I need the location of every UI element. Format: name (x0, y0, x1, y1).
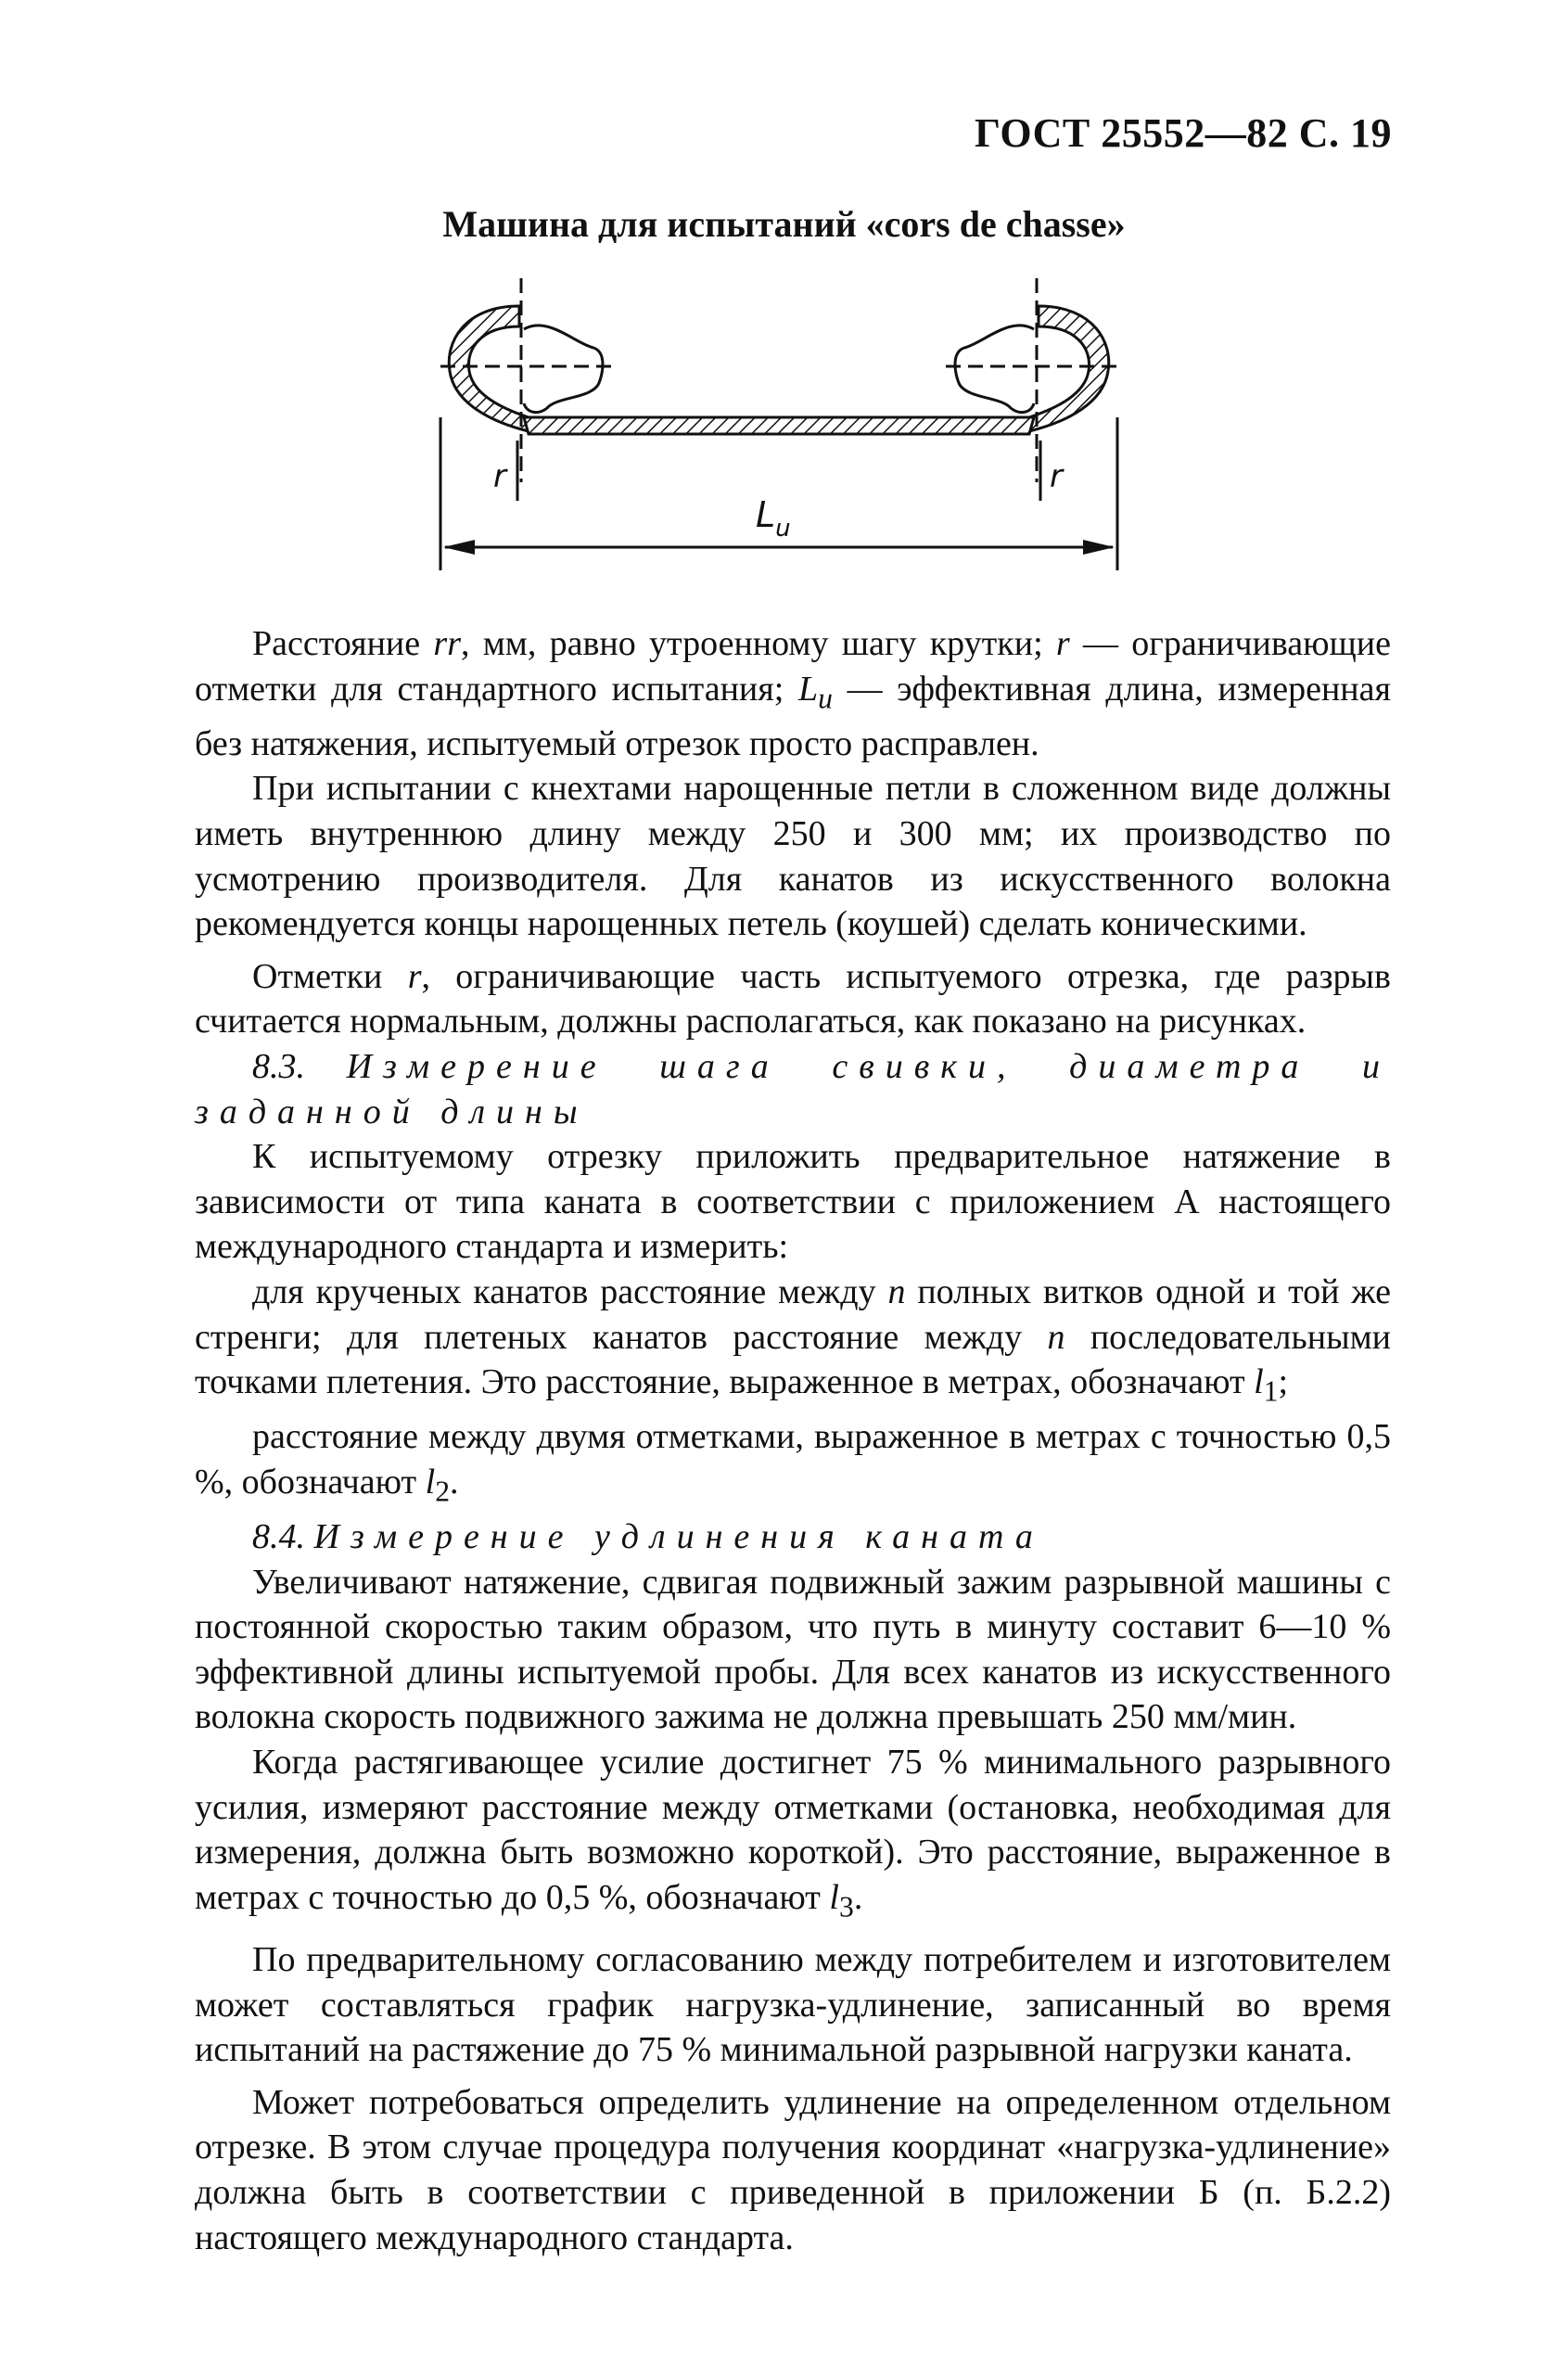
paragraph: Когда растягивающее усилие достигнет 75 % минимального разрывного усилия, измеряют расстояние между отметками (остановка, необходимая для измерения, должна быть возможно короткой). Это расстояние, выраженное в метрах с точностью до 0,5 %, обозначают $l_3$. (195, 1743, 1391, 1923)
paragraph: При испытании с кнехтами нарощенные петли в сложенном виде должны иметь внутреннюю длину между 250 и 300 мм; их производство по усмотрению производителя. Для канатов из искусственного волокна рекомендуется концы нарощенных петель (коушей) сделать коническими. (195, 769, 1391, 944)
paragraph: По предварительному согласованию между потребителем и изготовителем может составляться график нагрузка-удлинение, записанный во время испытаний на растяжение до 75 % минимальной разрывной нагрузки каната. (195, 1940, 1391, 2070)
left-rope-lump (524, 326, 603, 413)
rope-body (524, 417, 1034, 434)
paragraph: К испытуемому отрезку приложить предварительное натяжение в зависимости от типа каната в соответствии с приложением А настоящего международного стандарта и измерить: (195, 1137, 1391, 1267)
paragraph: Расстояние rr, мм, равно утроенному шагу крутки; r — ограничивающие отметки для стандартного испытания; $L_u$ — эффективная длина, измеренная без натяжения, испытуемый отрезок просто расправлен. (195, 624, 1391, 763)
right-loop (1029, 306, 1109, 431)
right-rope-lump (955, 326, 1034, 413)
paragraph: Увеличивают натяжение, сдвигая подвижный зажим разрывной машины с постоянной скоростью таким образом, что путь в минуту составит 6—10 % эффективной длины испытуемой пробы. Для всех канатов из искусственного волокна скорость подвижного зажима не должна превышать 250 мм/мин. (195, 1562, 1391, 1737)
document-body (195, 621, 1391, 2260)
figure-title: Машина для испытаний «cors de chasse» (442, 203, 1126, 245)
cors-de-chasse-diagram (408, 278, 1150, 584)
r-label-right: r (1050, 458, 1063, 495)
paragraph: для крученых канатов расстояние между n полных витков одной и той же стренги; для плетеных канатов расстояние между n последовательными точками плетения. Это расстояние, выраженное в метрах, обозначают $l_1$; (195, 1271, 1391, 1408)
paragraph: Может потребоваться определить удлинение на определенном отдельном отрезке. В этом случае процедура получения координат «нагрузка-удлинение» должна быть в соответствии с приведенной в приложении Б (п. Б.2.2) настоящего международного стандарта. (195, 2082, 1391, 2257)
r-label-left: r (493, 458, 506, 495)
l-label: $L_u$ (756, 494, 791, 543)
page-header: ГОСТ 25552—82 С. 19 (974, 110, 1392, 156)
paragraph: расстояние между двумя отметками, выраженное в метрах с точностью 0,5 %, обозначают $l_2$. (195, 1417, 1391, 1508)
section-heading-8-4: 8.4. Измерение удлинения каната (252, 1517, 1044, 1557)
paragraph: Отметки r, ограничивающие часть испытуемого отрезка, где разрыв считается нормальным, должны располагаться, как показано на рисунках. (195, 956, 1391, 1041)
section-heading-8-3: 8.3. Измерение шага свивки, диаметра и заданной длины (195, 1046, 1391, 1131)
left-loop (449, 306, 529, 431)
